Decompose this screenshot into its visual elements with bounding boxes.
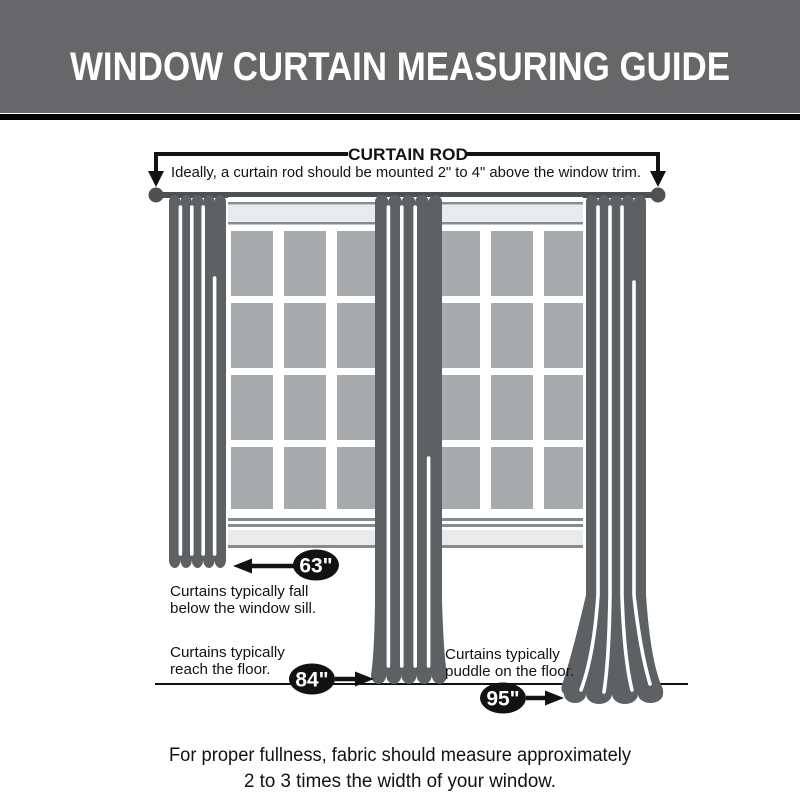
measurement-value-95: 95" xyxy=(486,687,520,711)
note-84-line1: Curtains typically xyxy=(170,644,285,661)
rod-finial-right xyxy=(651,188,666,203)
curtain-panel-left xyxy=(169,195,226,568)
curtain-panel-middle xyxy=(371,195,447,684)
header-divider xyxy=(0,114,800,120)
curtain-left-body xyxy=(169,195,226,568)
measurement-95 xyxy=(445,646,574,714)
curtain-middle-body xyxy=(371,195,447,684)
note-63-line1: Curtains typically fall xyxy=(170,583,309,600)
note-84-line2: reach the floor. xyxy=(170,661,271,678)
measurement-84 xyxy=(170,644,374,695)
measurement-value-63: 63" xyxy=(299,554,333,578)
rod-finial-left xyxy=(149,188,164,203)
curtain-rod-callout xyxy=(148,145,666,187)
curtain-rod-description: Ideally, a curtain rod should be mounted 2" to 4" above the window trim. xyxy=(171,165,641,181)
footer-line1: For proper fullness, fabric should measure approximately xyxy=(169,745,632,766)
note-63-line2: below the window sill. xyxy=(170,600,317,617)
page-title: WINDOW CURTAIN MEASURING GUIDE xyxy=(70,45,730,89)
curtain-rod-label: CURTAIN ROD xyxy=(348,145,468,164)
down-arrow-icon-left xyxy=(148,171,164,187)
down-arrow-icon-right xyxy=(650,171,666,187)
note-95-line2: puddle on the floor. xyxy=(445,663,575,680)
header-banner xyxy=(0,0,800,120)
footer-line2: 2 to 3 times the width of your window. xyxy=(244,771,556,792)
measurement-value-84: 84" xyxy=(295,668,329,692)
note-95-line1: Curtains typically xyxy=(445,646,560,663)
right-arrow-icon xyxy=(545,691,564,706)
footer-caption xyxy=(169,745,631,792)
left-arrow-icon xyxy=(233,559,252,574)
